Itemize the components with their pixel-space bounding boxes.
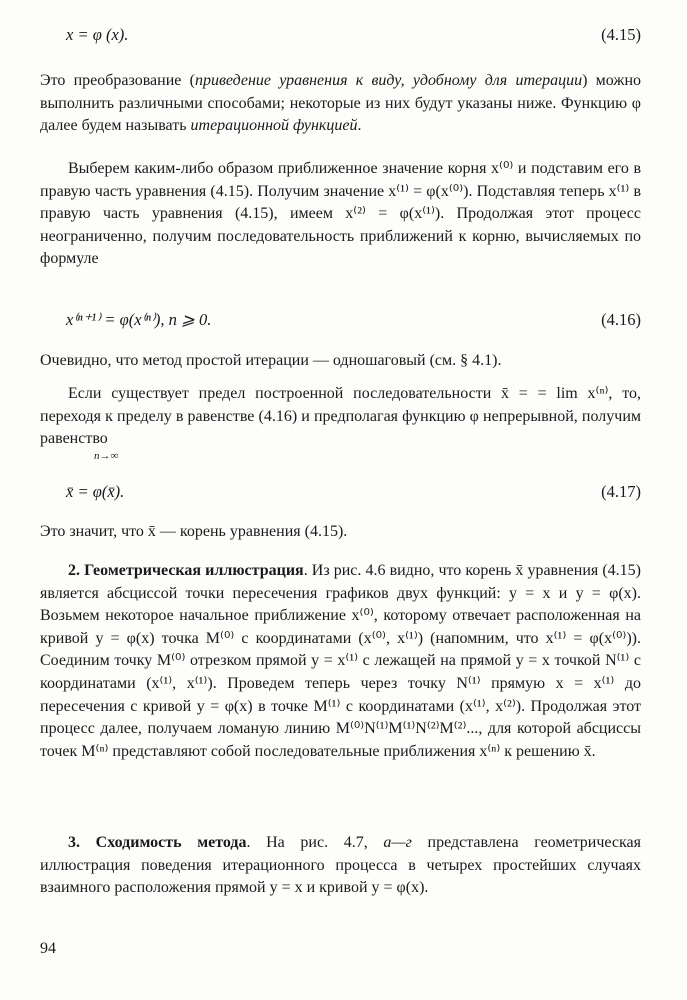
section-heading: 3. Сходимость метода — [68, 834, 247, 851]
equation-number: (4.16) — [601, 310, 641, 329]
paragraph-limit — [40, 383, 641, 462]
text-run: . Из рис. 4.6 видно, что корень x̄ уравнения (4.15) является абсциссой точки пересечения графиков двух функций: y = x и y = φ(x). Возьмем некоторое начальное приближение x⁽⁰⁾, которому отвечает расположенная на кривой y = φ(x) точка M⁽⁰⁾ с координатами (x⁽⁰⁾, x⁽¹⁾) (напомним, что x⁽¹⁾ = φ(x⁽⁰⁾)). Соединим точку M⁽⁰⁾ отрезком прямой y = x⁽¹⁾ с лежащей на прямой y = x точкой N⁽¹⁾ с координатами (x⁽¹⁾, x⁽¹⁾). Проведем теперь через точку N⁽¹⁾ прямую x = x⁽¹⁾ до пересечения с кривой y = φ(x) в точке M⁽¹⁾ с координатами (x⁽¹⁾, x⁽²⁾). Продолжая этот процесс далее, получаем ломаную линию M⁽⁰⁾N⁽¹⁾M⁽¹⁾N⁽²⁾M⁽²⁾..., для которой абсциссы точек M⁽ⁿ⁾ представляют собой последовательные приближения x⁽ⁿ⁾ к решению x̄. — [40, 562, 642, 760]
section-heading: 2. Геометрическая иллюстрация — [68, 562, 304, 579]
italic-term: итерационной функцией — [190, 117, 358, 135]
equation-number: (4.17) — [601, 482, 641, 501]
equation-number: (4.15) — [601, 25, 641, 44]
text-run: . На рис. 4.7, — [246, 834, 384, 851]
text-run: ) можно выполнить различными способами; некоторые из них будут указаны ниже. Функцию φ далее будем называть — [40, 72, 641, 135]
paragraph-transformation — [40, 70, 641, 138]
paragraph-convergence — [40, 832, 641, 900]
text-run: Это преобразование ( — [40, 72, 195, 89]
text-run: представлена геометрическая иллюстрация поведения итерационного процесса в четырех простейших случаях взаимного расположения прямой y = x и кривой y = φ(x). — [40, 834, 641, 897]
paragraph-iteration-setup: Выберем каким-либо образом приближенное значение корня x⁽⁰⁾ и подставим его в правую часть уравнения (4.15). Получим значение x⁽¹⁾ = φ(x⁽⁰⁾). Подставляя теперь x⁽¹⁾ в правую часть уравнения (4.15), имеем x⁽²⁾ = φ(x⁽¹⁾). Продолжая этот процесс неограниченно, получим последовательность приближений к корню, вычисляемых по формуле — [40, 160, 641, 268]
page-number: 94 — [40, 940, 56, 957]
paragraph-one-step-method: Очевидно, что метод простой итерации — одношаговый (см. § 4.1). — [40, 352, 502, 369]
equation-formula: x = φ (x). — [66, 25, 129, 44]
limit-subscript: n→∞ — [94, 449, 119, 462]
text-run: . — [357, 117, 362, 135]
paragraph-root-meaning: Это значит, что x̄ — корень уравнения (4.15). — [40, 523, 348, 540]
italic-term: а—г — [383, 834, 412, 851]
text-run: Если существует предел построенной последовательности x̄ = = lim x⁽ⁿ⁾, то, переходя к пределу в равенстве (4.16) и предполагая функцию φ непрерывной, получим равенство — [40, 385, 641, 448]
italic-term: приведение уравнения к виду, удобному для итерации — [194, 72, 583, 89]
equation-formula: x̄ = φ(x̄). — [66, 482, 125, 501]
equation-formula: x⁽ⁿ⁺¹⁾ = φ(x⁽ⁿ⁾), n ⩾ 0. — [66, 310, 212, 329]
paragraph-geometric-illustration — [40, 560, 641, 763]
